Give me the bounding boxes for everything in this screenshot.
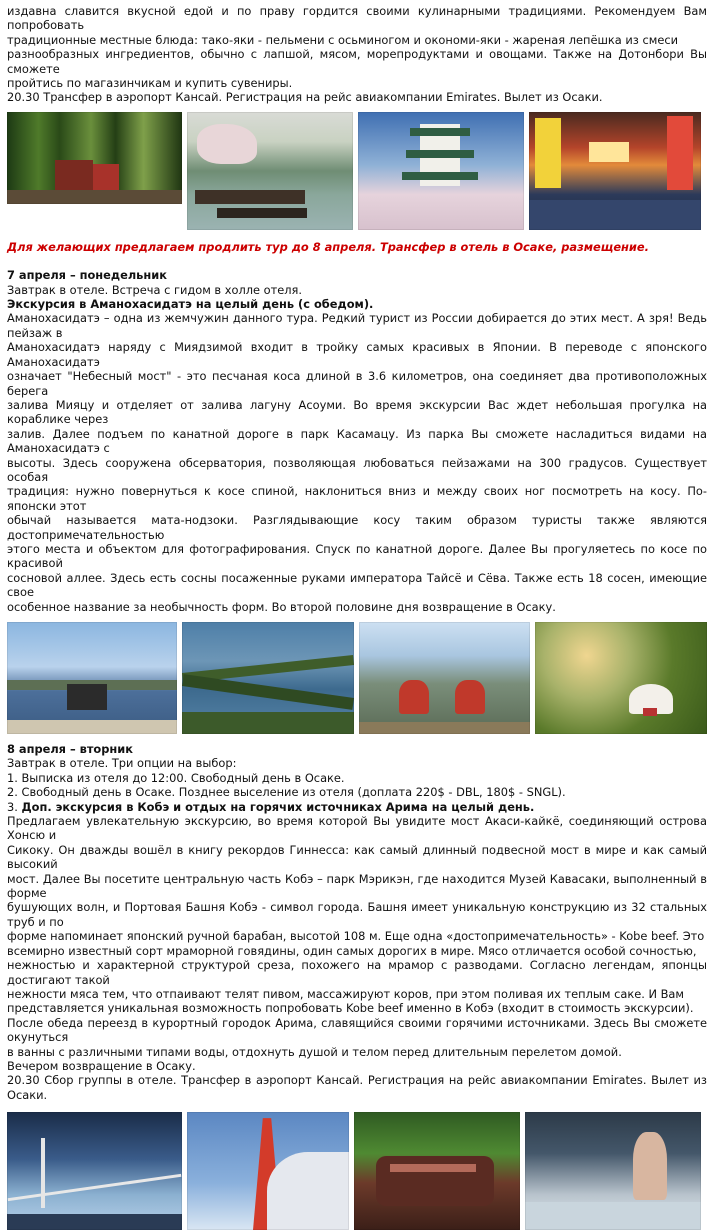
day8-section [7, 742, 707, 1102]
day8-option-3 [7, 800, 707, 814]
day8-body-line: представляется уникальная возможность попробовать Kobe beef именно в Кобэ (входит в стоимость экскурсии). [7, 1001, 694, 1016]
intro-line: пройтись по магазинчикам и купить сувениры. [7, 76, 293, 91]
photo-row-1 [7, 112, 707, 230]
pine-fan-ornament-photo [535, 622, 707, 734]
day8-body-line: всемирно известный сорт мраморной говядины, один самых дорогих в мире. Мясо отличается особой сочностью, [7, 943, 697, 958]
cable-car-feet-photo [359, 622, 531, 734]
osaka-castle-photo [358, 112, 524, 230]
day8-body-line: бушующих волн, и Портовая Башня Кобэ - символ города. Башня имеет уникальную конструкцию из 32 стальных труб и по [7, 900, 707, 929]
day8-body-line: форме напоминает японский ручной барабан, высотой 108 м. Еще одна «достопримечательность» - Kobe beef. Это [7, 929, 705, 944]
kobe-port-tower-photo [187, 1112, 349, 1230]
photo-row-3 [7, 1112, 707, 1230]
day8-body-line: Сикоку. Он дважды вошёл в книгу рекордов Гиннесса: как самый длинный подвесной мост в мире и как самый высокий [7, 842, 707, 872]
day8-body-line: Предлагаем увлекательную экскурсию, во время которой Вы увидите мост Акаси-кайкё, соединяющий острова Хонсю и [7, 814, 707, 843]
day8-option-3-number: 3. [7, 799, 22, 814]
day8-after-line: После обеда переезд в курортный городок Арима, славящийся своими горячими источниками. Здесь Вы сможете окунуться [7, 1015, 707, 1045]
day7-body-line: сосновой аллее. Здесь есть сосны посаженные руками императора Тайсё и Сёва. Также есть 18 сосен, имеющие свое [7, 570, 707, 600]
document-page [7, 0, 707, 1230]
day8-breakfast: Завтрак в отеле. Три опции на выбор: [7, 756, 237, 771]
day8-body-line: мост. Далее Вы посетите центральную часть Кобэ – парк Мэрикэн, где находится Музей Кавасаки, выполненный в форме [7, 871, 707, 901]
day7-body-line: Аманохасидатэ наряду с Миядзимой входит в тройку самых красивых в Японии. В переводе с японского Аманохасидатэ [7, 340, 707, 369]
day7-heading: 7 апреля – понедельник [7, 268, 167, 283]
matanozoki-pose-photo [7, 622, 177, 734]
intro-line: традиционные местные блюда: тако-яки - пельмени с осьминогом и окономи-яки - жареная лепёшка из смеси [7, 32, 679, 47]
day7-body-line: означает "Небесный мост" - это песчаная коса длиной в 3.6 километров, она соединяет два противоположных берега [7, 369, 707, 398]
bamboo-forest-rickshaw-photo [7, 112, 182, 204]
intro-line: издавна славится вкусной едой и по праву гордится своими кулинарными традициями. Рекомендуем Вам попробовать [7, 4, 707, 33]
intro-line: разнообразных ингредиентов, обычно с лапшой, мясом, морепродуктами и овощами. Также на Дотонбори Вы сможете [7, 47, 707, 76]
sandbar-aerial-photo [182, 622, 354, 734]
day7-body-line: особенное название за необычность форм. Во второй половине дня возвращение в Осаку. [7, 599, 556, 614]
photo-row-2 [7, 622, 707, 734]
onsen-bath-photo [525, 1112, 701, 1230]
day7-body-line: залив. Далее подъем по канатной дороге в парк Касамацу. Из парка Вы сможете насладиться видами на Аманохасидатэ с [7, 426, 707, 456]
day7-breakfast: Завтрак в отеле. Встреча с гидом в холле отеля. [7, 282, 303, 297]
day8-body-line: нежностью и характерной структурой среза, похожего на мрамор с разводами. Согласно легендам, японцы достигают такой [7, 958, 707, 987]
akashi-bridge-photo [7, 1112, 182, 1230]
day7-body-line: высоты. Здесь сооружена обсерватория, позволяющая любоваться пейзажами на 300 градусов. Существует особая [7, 455, 707, 484]
day8-option-3-title: Доп. экскурсия в Кобэ и отдых на горячих источниках Арима на целый день. [21, 799, 535, 814]
day7-body-line: Аманохасидатэ – одна из жемчужин данного тура. Редкий турист из России добирается до этих мест. А зря! Ведь пейзаж в [7, 311, 707, 340]
day8-heading: 8 апреля – вторник [7, 742, 133, 756]
river-boats-photo [187, 112, 353, 230]
day8-option-2: 2. Свободный день в Осаке. Позднее выселение из отеля (доплата 220$ - DBL, 180$ - SNGL). [7, 785, 566, 800]
day7-section [7, 268, 707, 614]
day7-body-line: традиция: нужно повернуться к косе спиной, наклониться вниз и между своих ног посмотреть на косу. По-японски этот [7, 484, 707, 513]
day7-excursion-title: Экскурсия в Аманохасидатэ на целый день (с обедом). [7, 297, 374, 312]
promo-note: Для желающих предлагаем продлить тур до 8 апреля. Трансфер в отель в Осаке, размещение. [7, 239, 649, 254]
intro-transfer: 20.30 Трансфер в аэропорт Кансай. Регистрация на рейс авиакомпании Emirates. Вылет из Осаки. [7, 90, 603, 105]
kobe-beef-photo [354, 1112, 520, 1230]
day8-option-1: 1. Выписка из отеля до 12:00. Свободный день в Осаке. [7, 770, 345, 785]
dotonbori-night-photo [529, 112, 701, 230]
intro-paragraph [7, 4, 707, 105]
day8-after-line: в ванны с различными типами воды, отдохнуть душой и телом перед длительным перелетом домой. [7, 1044, 622, 1059]
day8-transfer: 20.30 Сбор группы в отеле. Трансфер в аэропорт Кансай. Регистрация на рейс авиакомпании Emirates. Вылет из Осаки. [7, 1073, 707, 1102]
day7-body-line: залива Мияцу и отделяет от залива лагуну Асоуми. Во время экскурсии Вас ждет небольшая прогулка на кораблике через [7, 397, 707, 427]
day8-after-line: Вечером возвращение в Осаку. [7, 1058, 196, 1073]
day8-body-line: нежности мяса тем, что отпаивают телят пивом, массажируют коров, при этом поливая их теплым саке. И Вам [7, 986, 685, 1001]
day7-body-line: обычай называется мата-нодзоки. Разглядывающие косу таким образом туристы также являются достопримечательностью [7, 513, 707, 542]
day7-body-line: этого места и объектом для фотографирования. Спуск по канатной дороге. Далее Вы прогуляетесь по косе по красивой [7, 541, 707, 571]
